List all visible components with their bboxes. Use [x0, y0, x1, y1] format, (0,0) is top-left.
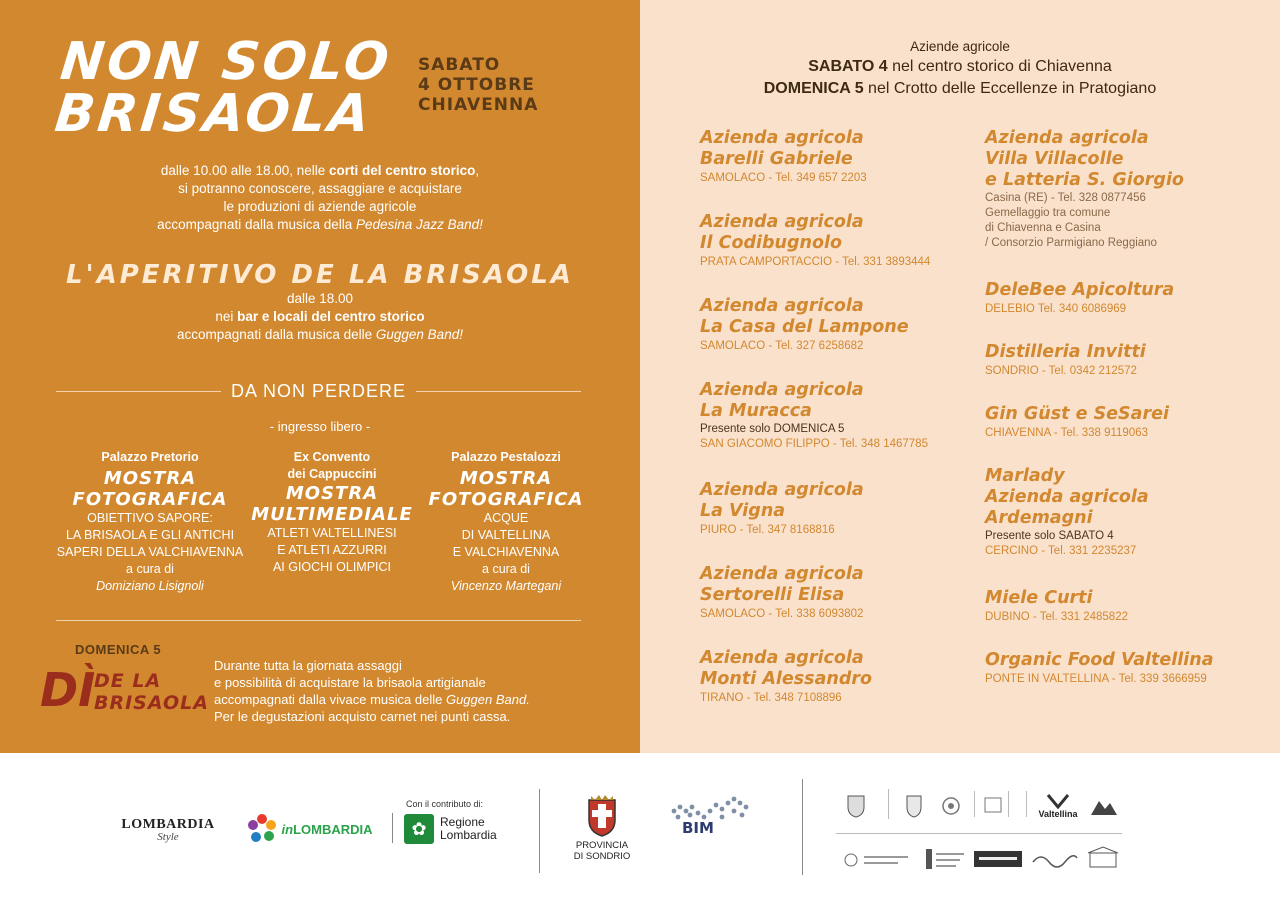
- farm-name: Villa Villacolle: [985, 149, 1124, 169]
- exhibit-ex-convento: [232, 449, 432, 576]
- farm-name: Miele Curti: [985, 588, 1093, 608]
- farm-name: Il Codibugnolo: [700, 233, 843, 253]
- valtellina-logo: [1036, 789, 1080, 823]
- provincia-sondrio-logo: [562, 791, 642, 865]
- farm-item: [985, 466, 1280, 559]
- farm-item: [985, 650, 1280, 687]
- comunita-montana-logo: [836, 789, 876, 823]
- farm-name: Sertorelli Elisa: [700, 585, 845, 605]
- exhibit-kind: MOSTRA: [285, 483, 379, 504]
- exhibit-palazzo-pretorio: [50, 449, 250, 595]
- in-lombardia-logo: [230, 811, 386, 847]
- exhibit-desc: DI VALTELLINA: [461, 528, 551, 542]
- farm-contact: DUBINO - Tel. 331 2485822: [985, 611, 1128, 623]
- farm-name: Azienda agricola: [700, 564, 864, 584]
- farms-header: [640, 38, 1280, 100]
- separator: [974, 791, 975, 817]
- domenica-t2: e possibilità di acquistare la brisaola artigianale: [214, 675, 486, 690]
- logo-row-divider: [836, 833, 1122, 834]
- farm-item: [700, 128, 1000, 186]
- farm-name: Azienda agricola: [700, 648, 864, 668]
- farm-name: La Casa del Lampone: [700, 317, 909, 337]
- macellai-logo: [972, 849, 1024, 869]
- logo-brisaola: BRISAOLA: [94, 692, 209, 714]
- date-date: 4 OTTOBRE: [418, 75, 535, 95]
- intro-l2: si potranno conoscere, assaggiare e acquistare: [178, 181, 462, 196]
- exhibit-desc: ACQUE: [483, 511, 529, 525]
- farms-heading: Aziende agricole: [910, 39, 1010, 54]
- intro-l1a: dalle 10.00 alle 18.00, nelle: [160, 163, 330, 178]
- logo-de-la-brisaola: [94, 670, 209, 714]
- exhibit-desc: LA BRISAOLA E GLI ANTICHI: [65, 528, 235, 542]
- farm-contact: SAMOLACO - Tel. 349 657 2203: [700, 172, 867, 184]
- domenica-t3a: accompagnati dalla vivace musica delle: [214, 692, 446, 707]
- farm-contact: SONDRIO - Tel. 0342 212572: [985, 365, 1137, 377]
- separator: [1008, 791, 1009, 817]
- farm-name: Azienda agricola: [700, 480, 864, 500]
- farm-contact: CHIAVENNA - Tel. 338 9119063: [985, 427, 1149, 439]
- section-divider: [56, 620, 581, 621]
- aperitivo-title: L'APERITIVO DE LA BRISAOLA: [66, 260, 574, 290]
- farm-note: Gemellaggio tra comune: [985, 207, 1111, 219]
- farm-name: Marlady: [985, 466, 1065, 486]
- exhibit-kind: MULTIMEDIALE: [251, 504, 413, 525]
- farm-item: [700, 480, 1000, 538]
- camera-commercio-logo: [840, 847, 914, 873]
- farm-item: [985, 280, 1280, 317]
- consorzio-logo: [922, 843, 968, 875]
- event-title: [52, 32, 395, 144]
- domenica-t3b: Guggen Band.: [445, 692, 530, 707]
- highlights-label: DA NON PERDERE: [230, 381, 407, 401]
- farm-name: Organic Food Valtellina: [985, 650, 1214, 670]
- confartigianato-logo: [1030, 847, 1080, 871]
- swirl-icon: [940, 796, 962, 816]
- intro-l1c: ,: [475, 163, 480, 178]
- farm-name: Ardemagni: [985, 508, 1093, 528]
- farm-contact: SAN GIACOMO FILIPPO - Tel. 348 1467785: [700, 438, 928, 450]
- di-sondrio-text: DI SONDRIO: [573, 851, 631, 862]
- exhibit-curator-label: a cura di: [482, 562, 530, 576]
- farm-contact: SAMOLACO - Tel. 327 6258682: [700, 340, 864, 352]
- exhibit-desc: E VALCHIAVENNA: [452, 545, 560, 559]
- farm-item: [700, 648, 1000, 706]
- emblem-icon: [842, 850, 912, 870]
- farm-name: Monti Alessandro: [700, 669, 873, 689]
- citta-chiavenna-logo: [898, 789, 930, 823]
- aperitivo-text: [0, 290, 640, 344]
- exhibit-place: Palazzo Pestalozzi: [451, 450, 561, 464]
- farm-contact: DELEBIO Tel. 340 6086969: [985, 303, 1127, 315]
- farm-name: La Muracca: [700, 401, 812, 421]
- lombardia-region-text: Lombardia: [440, 828, 497, 842]
- regione-lombardia-logo: [404, 813, 514, 845]
- badge-icon: [924, 845, 966, 873]
- header-sabato: SABATO 4: [808, 58, 888, 75]
- separator: [802, 779, 803, 875]
- aperitivo-l2a: nei: [215, 309, 238, 324]
- farm-note: / Consorzio Parmigiano Reggiano: [985, 237, 1157, 249]
- exhibit-desc: OBIETTIVO SAPORE:: [87, 511, 213, 525]
- exhibit-kind: MOSTRA: [103, 468, 197, 489]
- lombardia-text: LOMBARDIA: [293, 821, 373, 837]
- aperitivo-l3a: accompagnati dalla musica delle: [177, 327, 376, 342]
- aperitivo-l3b: Guggen Band!: [375, 327, 463, 342]
- farm-name: DeleBee Apicoltura: [985, 280, 1175, 300]
- document-icon: [983, 796, 1003, 814]
- farm-contact: Casina (RE) - Tel. 328 0877456: [985, 192, 1146, 204]
- contribution-label: Con il contributo di:: [406, 799, 484, 809]
- chiavenna-logo: [938, 791, 964, 821]
- separator: [1026, 791, 1027, 817]
- exhibit-kind: FOTOGRAFICA: [72, 489, 228, 510]
- regione-rose-icon: ✿: [404, 814, 434, 844]
- event-date: [418, 55, 538, 115]
- style-text: Style: [157, 831, 179, 843]
- exhibit-place: dei Cappuccini: [287, 467, 377, 481]
- farm-contact: CERCINO - Tel. 331 2235237: [985, 545, 1137, 557]
- date-day: SABATO: [418, 55, 501, 75]
- aperitivo-l1: dalle 18.00: [286, 291, 354, 306]
- exhibit-kind: MOSTRA: [459, 468, 553, 489]
- farm-contact: PONTE IN VALTELLINA - Tel. 339 3666959: [985, 673, 1207, 685]
- right-panel: [640, 0, 1280, 753]
- exhibit-palazzo-pestalozzi: [406, 449, 606, 595]
- highlights-divider: [56, 381, 581, 402]
- domenica-label: DOMENICA 5: [75, 642, 162, 657]
- farm-name: Azienda agricola: [700, 128, 864, 148]
- divider-line: [56, 391, 221, 392]
- mountain-icon: [1089, 795, 1119, 817]
- intro-text: [0, 162, 640, 234]
- provincia-text: PROVINCIA: [575, 840, 629, 851]
- shield-icon: [846, 794, 866, 818]
- bim-logo: [664, 793, 754, 847]
- free-entry-text: - ingresso libero -: [269, 419, 371, 434]
- intro-l3: le produzioni di aziende agricole: [223, 199, 417, 214]
- farm-item: [985, 342, 1280, 379]
- farm-note: Presente solo SABATO 4: [985, 530, 1114, 542]
- domenica-t1: Durante tutta la giornata assaggi: [214, 658, 402, 673]
- shield-icon: [905, 794, 923, 818]
- coat-of-arms-icon: [585, 794, 619, 838]
- separator: [888, 789, 889, 819]
- farm-name: Distilleria Invitti: [985, 342, 1146, 362]
- domenica-t4: Per le degustazioni acquisto carnet nei punti cassa.: [214, 709, 511, 724]
- title-line-2: BRISAOLA: [52, 84, 376, 144]
- script-icon: [1031, 850, 1079, 868]
- exhibit-place: Palazzo Pretorio: [101, 450, 199, 464]
- farm-name: Azienda agricola: [700, 380, 864, 400]
- farm-name: Azienda agricola: [985, 487, 1149, 507]
- farm-item: [985, 128, 1280, 251]
- exhibit-curator: Vincenzo Martegani: [450, 579, 562, 593]
- exhibit-curator-label: a cura di: [126, 562, 174, 576]
- di-de-la-brisaola-logo: [40, 660, 210, 726]
- pro-chiavenna-logo: [1084, 843, 1122, 873]
- logo-di: DÌ: [40, 663, 96, 717]
- valchiavenna-logo: [1086, 791, 1122, 821]
- exhibit-desc: ATLETI VALTELLINESI: [267, 526, 397, 540]
- farm-item: [700, 296, 1000, 354]
- farm-note: Presente solo DOMENICA 5: [700, 423, 845, 435]
- aperitivo-l2b: bar e locali del centro storico: [237, 309, 425, 324]
- farm-name: Azienda agricola: [700, 212, 864, 232]
- intro-l4b: Pedesina Jazz Band!: [356, 217, 483, 232]
- farm-name: La Vigna: [700, 501, 786, 521]
- header-sabato-place: nel centro storico di Chiavenna: [887, 58, 1112, 75]
- farm-contact: SAMOLACO - Tel. 338 6093802: [700, 608, 864, 620]
- title-line-1: NON SOLO: [57, 32, 395, 92]
- farm-contact: TIRANO - Tel. 348 7108896: [700, 692, 842, 704]
- bim-text: BIM: [682, 819, 714, 837]
- farm-contact: PIURO - Tel. 347 8168816: [700, 524, 835, 536]
- valtellina-text: Valtellina: [1038, 809, 1078, 819]
- in-text: in: [281, 821, 294, 837]
- label-icon: [973, 850, 1023, 868]
- left-panel: [0, 0, 640, 753]
- farm-item: [985, 588, 1280, 625]
- farm-name: Barelli Gabriele: [700, 149, 853, 169]
- date-city: CHIAVENNA: [418, 95, 539, 115]
- farm-name: Azienda agricola: [985, 128, 1149, 148]
- exhibit-kind: FOTOGRAFICA: [428, 489, 584, 510]
- separator: [539, 789, 540, 873]
- flower-icon: [244, 811, 280, 847]
- header-domenica-place: nel Crotto delle Eccellenze in Pratogiano: [863, 80, 1157, 97]
- domenica-description: [214, 657, 530, 725]
- regione-text: Regione: [440, 815, 485, 829]
- v-mark-icon: [1046, 793, 1070, 809]
- logo-de-la: DE LA: [94, 670, 162, 692]
- intro-l1b: corti del centro storico: [329, 163, 476, 178]
- sponsors-footer: [0, 753, 1280, 905]
- partner-logo: [980, 793, 1006, 817]
- farm-item: [700, 564, 1000, 622]
- exhibit-curator: Domiziano Lisignoli: [96, 579, 204, 593]
- exhibit-desc: E ATLETI AZZURRI: [277, 543, 387, 557]
- farm-item: [985, 404, 1280, 441]
- intro-l4a: accompagnati dalla musica della: [157, 217, 357, 232]
- farm-note: di Chiavenna e Casina: [985, 222, 1101, 234]
- exhibit-place: Ex Convento: [293, 450, 371, 464]
- lombardia-style-logo: [116, 813, 220, 847]
- building-icon: [1086, 845, 1120, 871]
- farm-item: [700, 212, 1000, 270]
- farm-item: [700, 380, 1000, 452]
- exhibit-desc: AI GIOCHI OLIMPICI: [272, 560, 392, 574]
- farm-name: Gin Güst e SeSarei: [985, 404, 1169, 424]
- farm-contact: PRATA CAMPORTACCIO - Tel. 331 3893444: [700, 256, 931, 268]
- farm-name: Azienda agricola: [700, 296, 864, 316]
- divider-line: [416, 391, 581, 392]
- header-domenica: DOMENICA 5: [763, 80, 864, 97]
- separator: [392, 813, 393, 843]
- lombardia-style-text: LOMBARDIA: [121, 817, 215, 832]
- farm-name: e Latteria S. Giorgio: [985, 170, 1184, 190]
- exhibit-desc: SAPERI DELLA VALCHIAVENNA: [56, 545, 244, 559]
